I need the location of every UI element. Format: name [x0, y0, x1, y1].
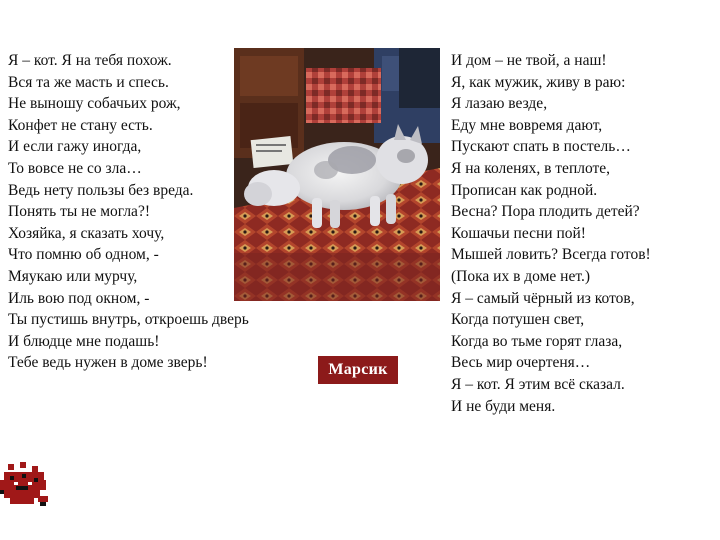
poem-line: Понять ты не могла?!	[8, 203, 150, 221]
poem-line: Еду мне вовремя дают,	[451, 116, 603, 134]
poem-line: Когда потушен свет,	[451, 311, 585, 329]
poem-line: Вся та же масть и спесь.	[8, 73, 169, 91]
poem-left-column	[8, 50, 249, 374]
poem-right-column	[451, 50, 651, 417]
poem-line: Что помню об одном, -	[8, 246, 159, 264]
poem-line: Мышей ловить? Всегда готов!	[451, 246, 651, 264]
poem-line: Я, как мужик, живу в раю:	[451, 73, 626, 91]
poem-line: И если гажу иногда,	[8, 138, 142, 156]
poem-line: Весь мир очертеня…	[451, 354, 591, 372]
poem-line: Тебе ведь нужен в доме зверь!	[8, 354, 208, 372]
poem-line: И дом – не твой, а наш!	[451, 52, 607, 69]
poem-line: То вовсе не со зла…	[8, 159, 142, 177]
poem-line: Я – кот. Я этим всё сказал.	[451, 375, 625, 393]
poem-line: И не буди меня.	[451, 397, 556, 415]
photo-caption: Марсик	[318, 356, 398, 384]
poem-line: Ты пустишь внутрь, откроешь дверь	[8, 311, 249, 329]
poem-line: Не выношу собачьих рож,	[8, 95, 181, 113]
poem-line: Конфет не стану есть.	[8, 116, 153, 134]
poem-line: (Пока их в доме нет.)	[451, 267, 590, 285]
cat-paw-icon	[0, 460, 52, 512]
poem-line: Ведь нету пользы без вреда.	[8, 181, 194, 199]
poem-line: Пускают спать в постель…	[451, 138, 631, 156]
poem-line: И блюдце мне подашь!	[8, 332, 160, 350]
poem-line: Прописан как родной.	[451, 181, 598, 199]
poem-line: Иль вою под окном, -	[8, 289, 150, 307]
poem-line: Я на коленях, в теплоте,	[451, 159, 611, 177]
poem-line: Я – самый чёрный из котов,	[451, 289, 635, 307]
poem-line: Когда во тьме горят глаза,	[451, 332, 623, 350]
poem-line: Кошачьи песни пой!	[451, 224, 586, 242]
poem-line: Хозяйка, я сказать хочу,	[8, 224, 165, 242]
poem-line: Я лазаю везде,	[451, 95, 548, 113]
poem-line: Мяукаю или мурчу,	[8, 267, 138, 285]
poem-line: Я – кот. Я на тебя похож.	[8, 52, 172, 69]
poem-line: Весна? Пора плодить детей?	[451, 203, 640, 221]
cat-photo	[234, 48, 440, 301]
